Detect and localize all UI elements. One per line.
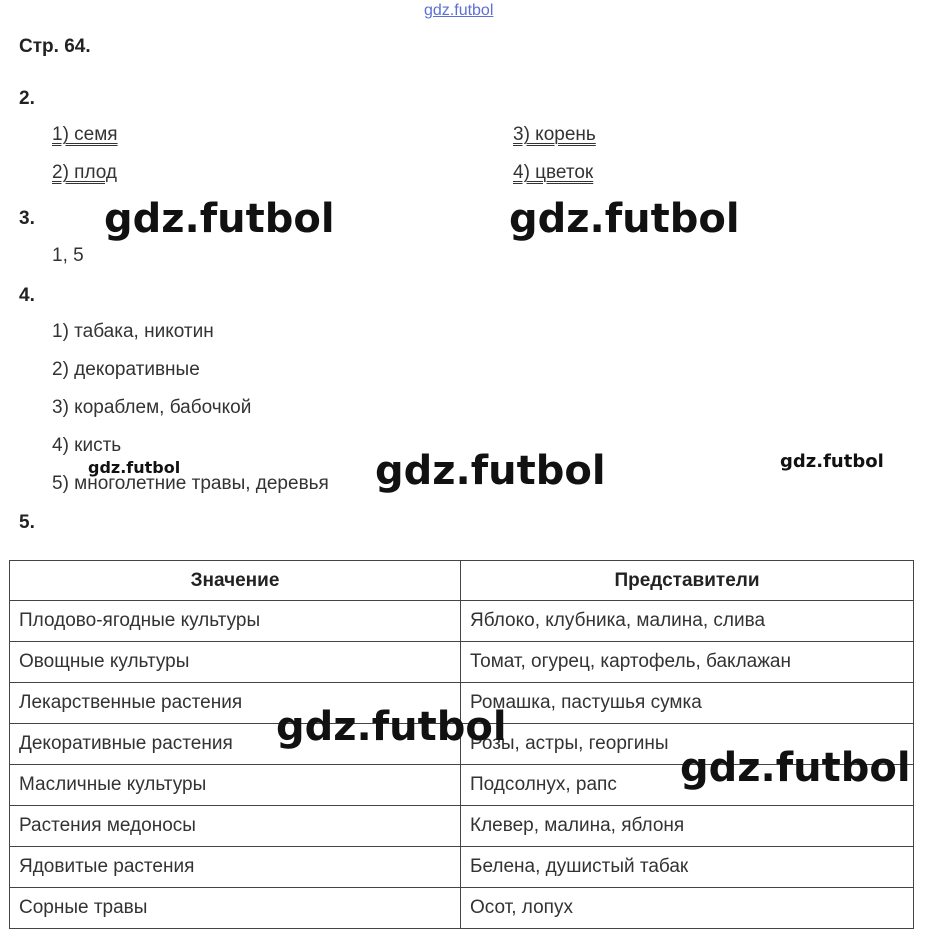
table-cell-meaning: Декоративные растения [10, 724, 461, 765]
task-2-item-1: 1) семя [52, 124, 118, 145]
table-header-representatives: Представители [461, 561, 914, 601]
table-header-meaning: Значение [10, 561, 461, 601]
task-2-item-3: 3) корень [513, 124, 596, 145]
task-4-item-3: 3) кораблем, бабочкой [52, 397, 252, 418]
task-4-item-4: 4) кисть [52, 435, 122, 456]
table-cell-representatives: Осот, лопух [461, 888, 914, 929]
table-row [10, 642, 914, 683]
table-cell-representatives: Розы, астры, георгины [461, 724, 914, 765]
watermark-top[interactable]: gdz.futbol [424, 2, 494, 19]
watermark-overlay: gdz.futbol [780, 451, 884, 472]
task-2-item-2: 2) плод [52, 162, 117, 183]
watermark-overlay: gdz.futbol [88, 458, 181, 477]
table-cell-representatives: Подсолнух, рапс [461, 765, 914, 806]
table-cell-meaning: Масличные культуры [10, 765, 461, 806]
table-header-row [10, 561, 914, 601]
table-cell-meaning: Ядовитые растения [10, 847, 461, 888]
table-cell-meaning: Плодово-ягодные культуры [10, 601, 461, 642]
table-cell-representatives: Яблоко, клубника, малина, слива [461, 601, 914, 642]
table-cell-representatives: Томат, огурец, картофель, баклажан [461, 642, 914, 683]
watermark-overlay: gdz.futbol [276, 704, 507, 750]
page-label: Стр. 64. [19, 36, 91, 57]
table-cell-representatives: Клевер, малина, яблоня [461, 806, 914, 847]
task-4-number: 4. [19, 285, 35, 306]
task-4-item-5: 5) многолетние травы, деревья [52, 473, 329, 494]
task-4-item-2: 2) декоративные [52, 359, 200, 380]
table-cell-meaning: Сорные травы [10, 888, 461, 929]
watermark-overlay: gdz.futbol [375, 448, 606, 494]
table-cell-meaning: Лекарственные растения [10, 683, 461, 724]
task-4-item-1: 1) табака, никотин [52, 321, 214, 342]
task-2-item-4: 4) цветок [513, 162, 594, 183]
task-2-number: 2. [19, 88, 35, 109]
table-row [10, 601, 914, 642]
table-cell-meaning: Овощные культуры [10, 642, 461, 683]
table-row [10, 847, 914, 888]
watermark-overlay: gdz.futbol [509, 196, 740, 242]
table-cell-representatives: Ромашка, пастушья сумка [461, 683, 914, 724]
table-cell-representatives: Белена, душистый табак [461, 847, 914, 888]
task-3-number: 3. [19, 208, 35, 229]
table-row [10, 806, 914, 847]
watermark-overlay: gdz.futbol [680, 745, 911, 791]
task-5-number: 5. [19, 512, 35, 533]
table-cell-meaning: Растения медоносы [10, 806, 461, 847]
task-3-answer: 1, 5 [52, 245, 84, 266]
table-row [10, 888, 914, 929]
watermark-overlay: gdz.futbol [104, 196, 335, 242]
